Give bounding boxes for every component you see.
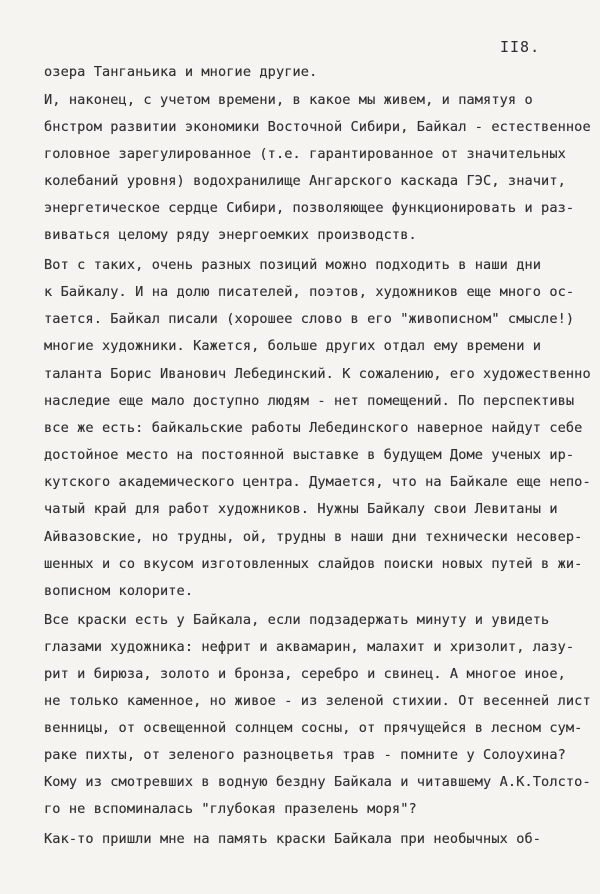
page-number: II8. xyxy=(500,38,541,56)
text-line: Как-то пришли мне на память краски Байкала при необычных об- xyxy=(44,831,542,847)
text-line: многие художники. Кажется, больше других отдал ему времени и xyxy=(44,338,542,354)
text-line: чатый край для работ художников. Нужны Байкалу свои Левитаны и xyxy=(44,501,558,517)
text-line: вописном колорите. xyxy=(44,583,194,599)
text-line: головное зарегулированное (т.е. гарантированное от значительных xyxy=(44,146,566,162)
text-line: И, наконец, с учетом времени, в какое мы живем, и памятуя о xyxy=(44,92,533,108)
text-line: наследие еще мало доступно людям - нет помещений. По перспективы xyxy=(44,393,575,409)
text-line: достойное место на постоянной выставке в будущем Доме ученых ир- xyxy=(44,447,575,463)
text-line: все же есть: байкальские работы Лебединского наверное найдут себе xyxy=(44,420,583,436)
text-line: Вот с таких, очень разных позиций можно подходить в наши дни xyxy=(44,257,542,273)
text-line: колебаний уровня) водохранилище Ангарского каскада ГЭС, значит, xyxy=(44,173,566,189)
text-line: Все краски есть у Байкала, если подзадержать минуту и увидеть xyxy=(44,612,550,628)
text-line: виваться целому ряду энергоемких производств. xyxy=(44,227,417,243)
text-line: Айвазовские, но трудны, ой, трудны в наши дни технически несовер- xyxy=(44,529,583,545)
text-line: озера Танганьика и многие другие. xyxy=(44,64,318,80)
text-line: глазами художника: нефрит и аквамарин, малахит и хризолит, лазу- xyxy=(44,639,575,655)
text-line: раке пихты, от зеленого разноцветья трав - помните у Солоухина? xyxy=(44,747,566,763)
text-line: шенных и со вкусом изготовленных слайдов поиски новых путей в жи- xyxy=(44,556,583,572)
text-line: кутского академического центра. Думается, что на Байкале еще непо- xyxy=(44,474,591,490)
text-line: энергетическое сердце Сибири, позволяющее функционировать и раз- xyxy=(44,200,575,216)
text-line: тается. Байкал писали (хорошее слово в его "живописном" смысле!) xyxy=(44,311,575,327)
text-line: к Байкалу. И на долю писателей, поэтов, художников еще много ос- xyxy=(44,284,575,300)
text-line: Кому из смотревших в водную бездну Байкала и читавшему А.К.Толсто- xyxy=(44,774,591,790)
text-line: не только каменное, но живое - из зеленой стихии. От весенней лист xyxy=(44,693,591,709)
text-line: венницы, от освещенной солнцем сосны, от прячущейся в лесном сум- xyxy=(44,720,583,736)
text-line: рит и бирюза, золото и бронза, серебро и свинец. А многое иное, xyxy=(44,666,566,682)
text-line: бнстром развитии экономики Восточной Сибири, Байкал - естественное xyxy=(44,119,591,135)
text-line: го не вспоминалась "глубокая празелень моря"? xyxy=(44,801,417,817)
text-line: таланта Борис Иванович Лебединский. К сожалению, его художественно xyxy=(44,366,591,382)
